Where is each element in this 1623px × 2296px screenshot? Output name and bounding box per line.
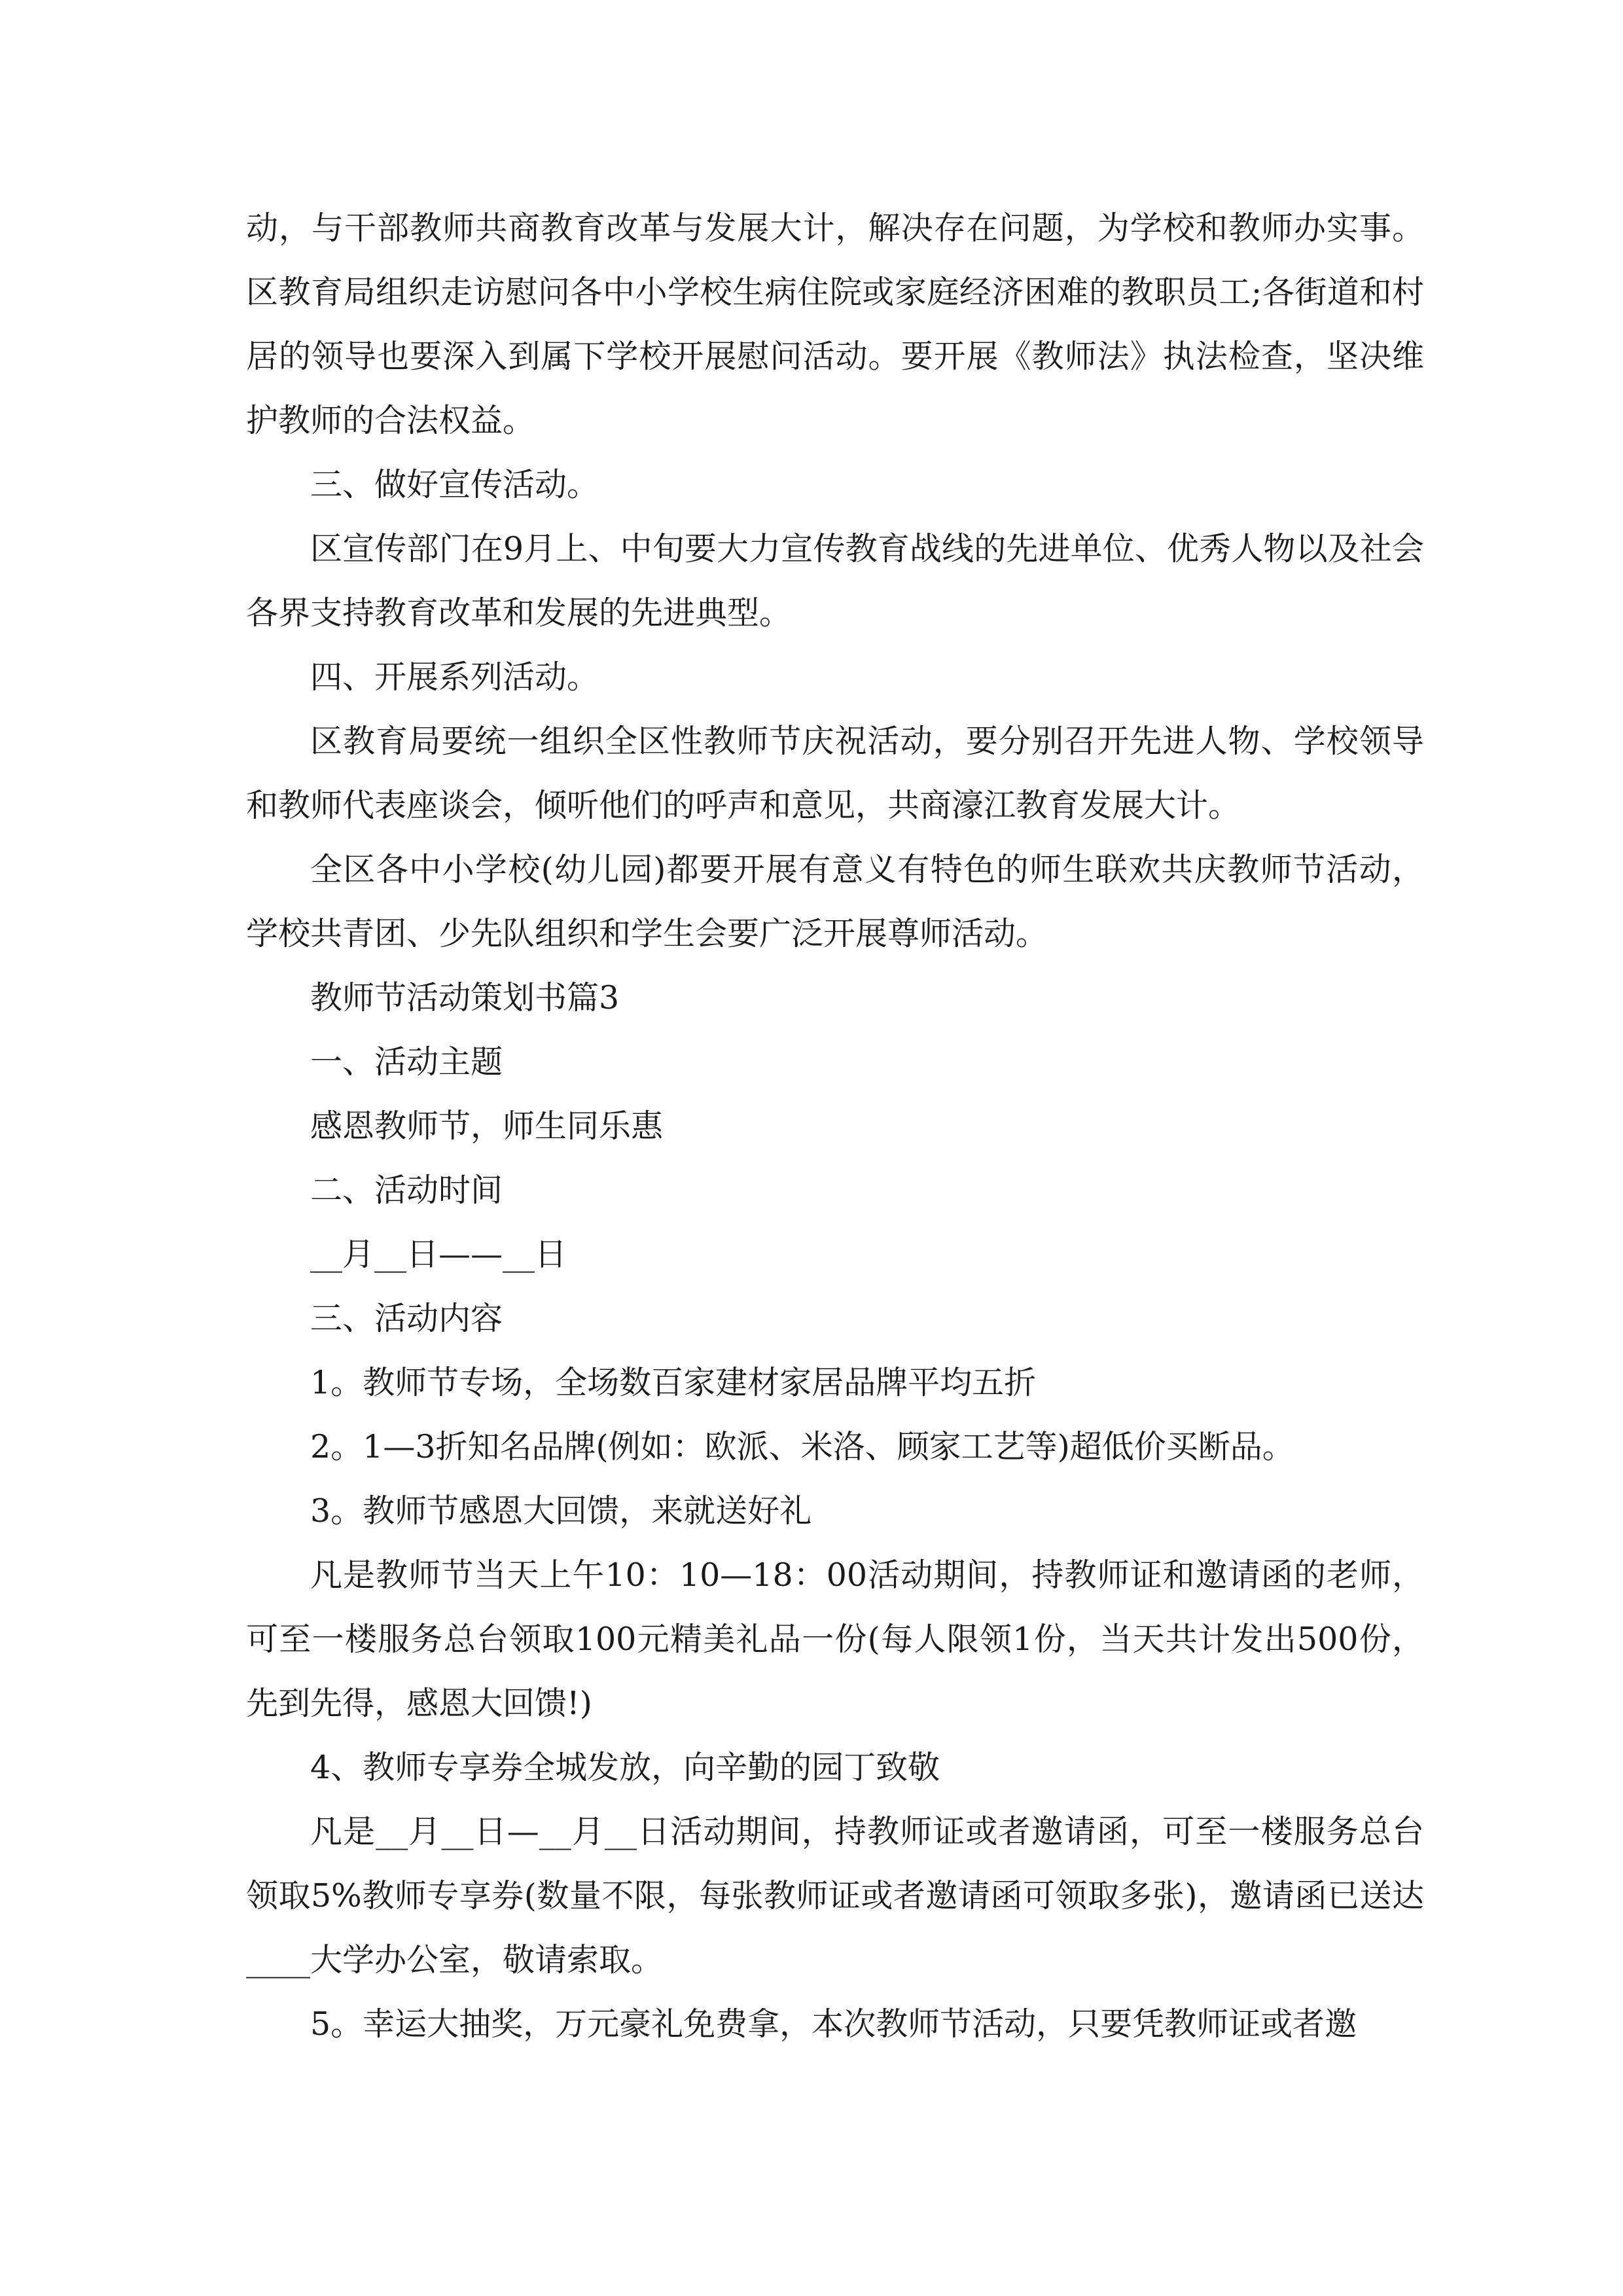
- section-heading: 三、做好宣传活动。: [310, 466, 599, 503]
- document-body: [246, 196, 1424, 2056]
- list-item: 4、教师专享券全城发放，向辛勤的园丁致敬: [310, 1749, 940, 1786]
- paragraph: 凡是__月__日—__月__日活动期间，持教师证或者邀请函，可至一楼服务总台领取5%教师专享券(数量不限，每张教师证或者邀请函可领取多张)，邀请函已送达____大学办公室，敬请索取。: [246, 1813, 1424, 1979]
- paragraph: __月__日——__日: [310, 1236, 567, 1273]
- list-item: 2。1—3折知名品牌(例如：欧派、米洛、顾家工艺等)超低价买断品。: [310, 1428, 1294, 1465]
- paragraph: 全区各中小学校(幼儿园)都要开展有意义有特色的师生联欢共庆教师节活动，学校共青团、少先队组织和学生会要广泛开展尊师活动。: [246, 851, 1424, 952]
- section-heading: 一、活动主题: [310, 1043, 503, 1081]
- section-heading: 四、开展系列活动。: [310, 658, 599, 696]
- paragraph: 感恩教师节，师生同乐惠: [310, 1107, 664, 1145]
- list-item: 3。教师节感恩大回馈，来就送好礼: [310, 1492, 812, 1530]
- paragraph: 区教育局要统一组织全区性教师节庆祝活动，要分别召开先进人物、学校领导和教师代表座谈会，倾听他们的呼声和意见，共商濠江教育发展大计。: [246, 723, 1424, 824]
- paragraph: 区宣传部门在9月上、中旬要大力宣传教育战线的先进单位、优秀人物以及社会各界支持教育改革和发展的先进典型。: [246, 530, 1424, 632]
- list-item: 1。教师节专场，全场数百家建材家居品牌平均五折: [310, 1364, 1037, 1401]
- document-subtitle: 教师节活动策划书篇3: [310, 979, 620, 1016]
- section-heading: 三、活动内容: [310, 1300, 503, 1337]
- paragraph: 凡是教师节当天上午10：10—18：00活动期间，持教师证和邀请函的老师，可至一楼服务总台领取100元精美礼品一份(每人限领1份，当天共计发出500份，先到先得，感恩大回馈!): [246, 1556, 1424, 1722]
- paragraph: 动，与干部教师共商教育改革与发展大计，解决存在问题，为学校和教师办实事。区教育局组织走访慰问各中小学校生病住院或家庭经济困难的教职员工;各街道和村居的领导也要深入到属下学校开展慰问活动。要开展《教师法》执法检查，坚决维护教师的合法权益。: [246, 209, 1424, 439]
- list-item: 5。幸运大抽奖，万元豪礼免费拿，本次教师节活动，只要凭教师证或者邀: [310, 2005, 1357, 2043]
- section-heading: 二、活动时间: [310, 1172, 503, 1209]
